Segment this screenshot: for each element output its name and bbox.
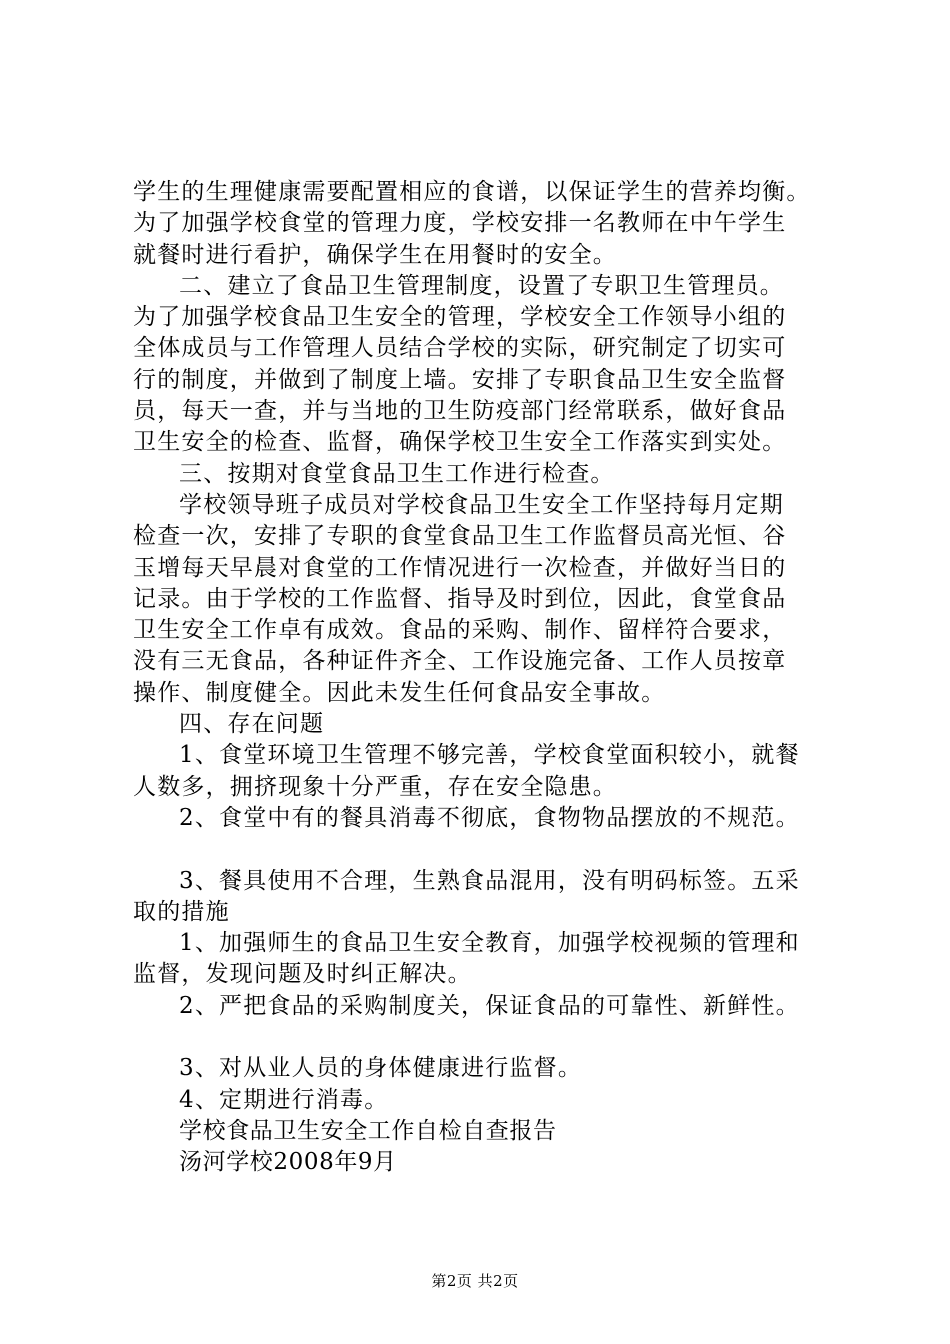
blank-line bbox=[133, 1022, 833, 1053]
paragraph-line: 监督，发现问题及时纠正解决。 bbox=[133, 961, 472, 988]
paragraph-line: 学生的生理健康需要配置相应的食谱，以保证学生的营养均衡。 bbox=[133, 179, 811, 205]
section-heading-3: 三、按期对食堂食品卫生工作进行检查。 bbox=[179, 460, 615, 487]
document-body bbox=[133, 177, 833, 1179]
paragraph-line: 就餐时进行看护，确保学生在用餐时的安全。 bbox=[133, 241, 617, 268]
list-item: 2、严把食品的采购制度关，保证食品的可靠性、新鲜性。 bbox=[179, 992, 800, 1019]
paragraph-line: 检查一次，安排了专职的食堂食品卫生工作监督员高光恒、谷 bbox=[133, 523, 787, 550]
list-item: 3、餐具使用不合理，生熟食品混用，没有明码标签。五采 bbox=[179, 867, 800, 894]
paragraph-line: 人数多，拥挤现象十分严重，存在安全隐患。 bbox=[133, 773, 617, 800]
paragraph-line: 学校领导班子成员对学校食品卫生安全工作坚持每月定期 bbox=[179, 491, 784, 518]
list-item: 3、对从业人员的身体健康进行监督。 bbox=[179, 1055, 583, 1082]
paragraph-line: 取的措施 bbox=[133, 898, 230, 925]
paragraph-line: 操作、制度健全。因此未发生任何食品安全事故。 bbox=[133, 679, 666, 706]
paragraph-line: 为了加强学校食品卫生安全的管理，学校安全工作领导小组的 bbox=[133, 304, 787, 331]
page-number-footer: 第2页 共2页 bbox=[431, 1272, 519, 1290]
list-item: 2、食堂中有的餐具消毒不彻底，食物物品摆放的不规范。 bbox=[179, 804, 800, 831]
section-heading-4: 四、存在问题 bbox=[179, 711, 325, 738]
paragraph-line: 卫生安全工作卓有成效。食品的采购、制作、留样符合要求， bbox=[133, 617, 787, 644]
paragraph-line: 记录。由于学校的工作监督、指导及时到位，因此，食堂食品 bbox=[133, 585, 787, 612]
paragraph-line: 没有三无食品，各种证件齐全、工作设施完备、工作人员按章 bbox=[133, 648, 787, 675]
list-item: 1、食堂环境卫生管理不够完善，学校食堂面积较小，就餐 bbox=[179, 742, 800, 769]
list-item: 4、定期进行消毒。 bbox=[179, 1086, 389, 1113]
paragraph-line: 行的制度，并做到了制度上墙。安排了专职食品卫生安全监督 bbox=[133, 366, 787, 393]
paragraph-line: 为了加强学校食堂的管理力度，学校安排一名教师在中午学生 bbox=[133, 210, 787, 237]
paragraph-line: 卫生安全的检查、监督，确保学校卫生安全工作落实到实处。 bbox=[133, 429, 787, 456]
paragraph-line: 全体成员与工作管理人员结合学校的实际，研究制定了切实可 bbox=[133, 335, 787, 362]
list-item: 1、加强师生的食品卫生安全教育，加强学校视频的管理和 bbox=[179, 930, 800, 957]
paragraph-line: 员，每天一查，并与当地的卫生防疫部门经常联系，做好食品 bbox=[133, 398, 787, 425]
blank-line bbox=[133, 834, 833, 865]
school-date-signature: 汤河学校2008年9月 bbox=[179, 1149, 397, 1176]
section-heading-2: 二、建立了食品卫生管理制度，设置了专职卫生管理员。 bbox=[179, 272, 784, 299]
report-title-signature: 学校食品卫生安全工作自检自查报告 bbox=[179, 1117, 557, 1144]
paragraph-line: 玉增每天早晨对食堂的工作情况进行一次检查，并做好当日的 bbox=[133, 554, 787, 581]
